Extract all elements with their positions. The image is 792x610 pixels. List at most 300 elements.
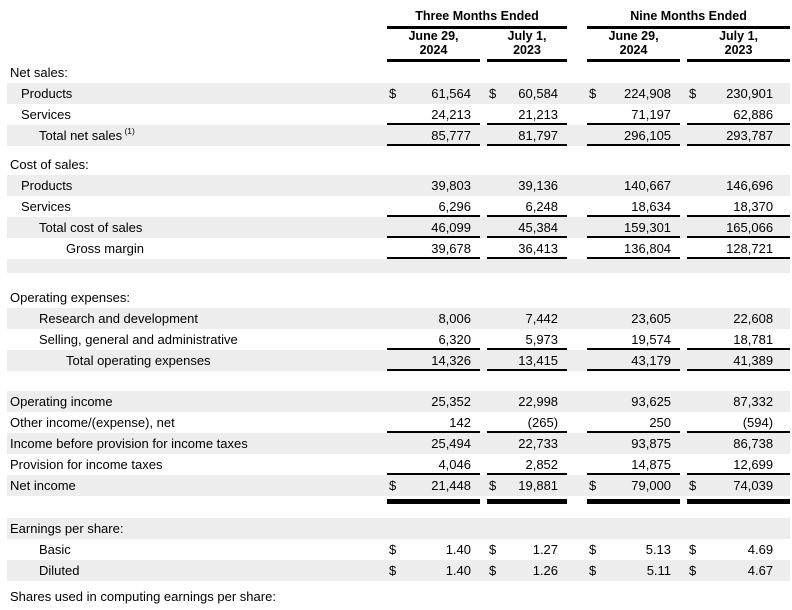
currency-symbol-cell: $ <box>589 86 597 101</box>
date-line: 2024 <box>419 43 448 57</box>
gap-cell <box>680 496 687 505</box>
value-cell: 18,370 <box>707 196 790 217</box>
value-cell: 4,046 <box>407 454 480 475</box>
gap-cell <box>680 217 687 238</box>
currency-symbol-cell <box>387 104 407 125</box>
table-body <box>0 62 790 610</box>
currency-symbol-cell <box>587 104 607 125</box>
table-row <box>0 217 790 238</box>
spacer-row <box>0 146 790 154</box>
row-label: Services <box>21 107 71 122</box>
currency-symbol-cell <box>687 104 707 125</box>
row-label: Research and development <box>39 311 198 326</box>
currency-symbol-cell <box>587 589 607 610</box>
currency-symbol-cell <box>687 454 707 475</box>
header-gap <box>680 29 687 62</box>
value-cell: 81,797 <box>507 125 567 146</box>
gap-cell <box>680 329 687 350</box>
header-label-spacer <box>0 8 387 29</box>
row-label: Diluted <box>39 563 80 578</box>
currency-symbol-cell <box>387 196 407 217</box>
currency-symbol-cell <box>387 350 407 371</box>
value-cell: 128,721 <box>707 238 790 259</box>
currency-symbol-cell <box>387 412 407 433</box>
gap-cell <box>567 433 587 454</box>
currency-symbol-cell <box>387 391 407 412</box>
double-rule-cell <box>587 496 680 505</box>
gap-cell <box>480 175 487 196</box>
currency-symbol-cell <box>487 412 507 433</box>
gap-cell <box>567 62 587 83</box>
table-row <box>0 560 790 581</box>
value-cell <box>607 154 680 175</box>
value-cell: 13,415 <box>507 350 567 371</box>
table-row <box>0 350 790 371</box>
gap-cell <box>480 287 487 308</box>
value-cell <box>607 518 680 539</box>
gap-cell <box>567 350 587 371</box>
row-label: Total operating expenses <box>66 353 211 368</box>
currency-symbol-cell <box>587 287 607 308</box>
gap-cell <box>480 433 487 454</box>
value-cell: 12,699 <box>707 454 790 475</box>
currency-symbol-cell <box>587 217 607 238</box>
currency-symbol-cell: $ <box>689 86 697 101</box>
currency-symbol-cell <box>487 196 507 217</box>
value-cell: 21,213 <box>507 104 567 125</box>
value-cell: 22,608 <box>733 311 774 326</box>
gap-cell <box>680 518 687 539</box>
currency-symbol-cell <box>487 125 507 146</box>
value-cell <box>507 589 567 610</box>
currency-symbol-cell <box>387 238 407 259</box>
row-label: Selling, general and administrative <box>39 332 238 347</box>
value-cell <box>407 589 480 610</box>
date-line: 2023 <box>513 43 541 57</box>
value-cell: 61,564 <box>431 86 471 101</box>
row-label: Operating income <box>10 394 113 409</box>
currency-symbol-cell <box>487 433 507 454</box>
value-cell: (265) <box>507 412 567 433</box>
gap-cell <box>680 454 687 475</box>
value-cell: 146,696 <box>726 178 774 193</box>
currency-symbol-cell <box>387 454 407 475</box>
value-cell <box>607 287 680 308</box>
gap-cell <box>680 589 687 610</box>
gap-cell <box>480 154 487 175</box>
value-cell <box>407 62 480 83</box>
currency-symbol-cell: $ <box>389 86 397 101</box>
date-line: 2024 <box>619 43 648 57</box>
row-label: Net income <box>10 478 76 493</box>
currency-symbol-cell <box>487 350 507 371</box>
gap-cell <box>680 62 687 83</box>
net-income-double-rule <box>587 499 680 504</box>
value-cell: 2,852 <box>507 454 567 475</box>
currency-symbol-cell <box>687 238 707 259</box>
value-cell: 250 <box>607 412 680 433</box>
value-cell: 93,625 <box>631 394 672 409</box>
value-cell: 230,901 <box>726 86 774 101</box>
value-cell: 25,352 <box>431 394 471 409</box>
column-header-date-2 <box>487 29 567 62</box>
three-months-ended-header: Three Months Ended <box>387 8 567 29</box>
value-cell: 1.40 <box>445 542 471 557</box>
spacer-row <box>0 505 790 518</box>
row-label: Services <box>21 199 71 214</box>
value-cell <box>407 154 480 175</box>
row-label: Net sales: <box>10 65 68 80</box>
value-cell: 23,605 <box>631 311 672 326</box>
currency-symbol-cell <box>587 154 607 175</box>
currency-symbol-cell <box>487 391 507 412</box>
value-cell: 22,998 <box>518 394 559 409</box>
gap-cell <box>567 589 587 610</box>
gap-cell <box>480 412 487 433</box>
row-label: Other income/(expense), net <box>10 415 175 430</box>
gap-cell <box>680 196 687 217</box>
value-cell <box>507 287 567 308</box>
currency-symbol-cell <box>387 433 407 454</box>
value-cell: 293,787 <box>707 125 790 146</box>
column-header-date-1 <box>387 29 480 62</box>
table-row <box>0 238 790 259</box>
table-row <box>0 125 790 146</box>
table-row <box>0 62 790 83</box>
spacer-cell <box>0 371 790 391</box>
currency-symbol-cell <box>487 287 507 308</box>
currency-symbol-cell <box>587 433 607 454</box>
value-cell <box>407 518 480 539</box>
currency-symbol-cell: $ <box>489 563 497 578</box>
net-income-double-rule <box>387 499 480 504</box>
date-column-row <box>0 29 790 62</box>
currency-symbol-cell <box>687 125 707 146</box>
gap-cell <box>680 175 687 196</box>
gap-cell <box>567 238 587 259</box>
row-label: Basic <box>39 542 71 557</box>
currency-symbol-cell <box>587 391 607 412</box>
currency-symbol-cell <box>587 454 607 475</box>
value-cell: 6,320 <box>407 329 480 350</box>
currency-symbol-cell <box>687 175 707 196</box>
currency-symbol-cell <box>387 154 407 175</box>
gap-cell <box>480 350 487 371</box>
gap-cell <box>480 125 487 146</box>
period-group-row <box>0 8 790 29</box>
currency-symbol-cell <box>587 175 607 196</box>
gap-cell <box>480 475 487 496</box>
value-cell: 19,881 <box>518 478 559 493</box>
header-gap <box>567 29 587 62</box>
value-cell: 6,296 <box>407 196 480 217</box>
value-cell <box>507 154 567 175</box>
gap-cell <box>680 391 687 412</box>
table-row <box>0 412 790 433</box>
currency-symbol-cell: $ <box>589 478 597 493</box>
gap-cell <box>680 154 687 175</box>
currency-symbol-cell <box>387 175 407 196</box>
gap-cell <box>680 238 687 259</box>
value-cell <box>707 62 790 83</box>
row-label: Total cost of sales <box>39 220 143 235</box>
currency-symbol-cell <box>487 518 507 539</box>
thickrule-row <box>0 496 790 505</box>
gap-cell <box>480 238 487 259</box>
value-cell: 18,781 <box>707 329 790 350</box>
row-label: Products <box>21 178 73 193</box>
value-cell <box>507 62 567 83</box>
row-label: Cost of sales: <box>10 157 89 172</box>
value-cell <box>707 518 790 539</box>
gap-cell <box>567 329 587 350</box>
gap-cell <box>567 518 587 539</box>
double-rule-cell <box>487 496 567 505</box>
row-label: Gross margin <box>66 241 145 256</box>
value-cell: 4.69 <box>747 542 774 557</box>
header-label-spacer <box>0 29 387 62</box>
currency-symbol-cell <box>387 518 407 539</box>
value-cell <box>707 287 790 308</box>
table-row <box>0 454 790 475</box>
gap-cell <box>480 589 487 610</box>
value-cell: 6,248 <box>507 196 567 217</box>
table-row <box>0 287 790 308</box>
table-row <box>0 104 790 125</box>
currency-symbol-cell <box>587 125 607 146</box>
value-cell: 7,442 <box>525 311 559 326</box>
net-income-double-rule <box>687 499 790 504</box>
nine-months-ended-header: Nine Months Ended <box>587 8 790 29</box>
currency-symbol-cell <box>687 154 707 175</box>
gap-cell <box>480 308 487 329</box>
value-cell: 5.11 <box>646 563 672 578</box>
date-line: June 29, <box>408 29 459 43</box>
gap-cell <box>567 412 587 433</box>
gap-cell <box>567 308 587 329</box>
spacer-row <box>0 581 790 589</box>
value-cell: 159,301 <box>607 217 680 238</box>
currency-symbol-cell: $ <box>489 86 497 101</box>
value-cell: 79,000 <box>631 478 672 493</box>
currency-symbol-cell <box>487 308 507 329</box>
currency-symbol-cell <box>387 62 407 83</box>
gap-cell <box>680 539 687 560</box>
table-row <box>0 589 790 610</box>
currency-symbol-cell <box>587 62 607 83</box>
gap-cell <box>680 412 687 433</box>
gap-cell <box>680 125 687 146</box>
table-row <box>0 391 790 412</box>
value-cell: 39,803 <box>431 178 471 193</box>
gap-cell <box>567 496 587 505</box>
value-cell: 62,886 <box>707 104 790 125</box>
spacer-cell <box>0 505 790 518</box>
row-label: Total net sales $^{(1)}$ <box>39 125 135 143</box>
currency-symbol-cell <box>687 518 707 539</box>
value-cell: 14,875 <box>607 454 680 475</box>
gap-cell <box>480 104 487 125</box>
value-cell: 296,105 <box>607 125 680 146</box>
table-row <box>0 83 790 104</box>
gap-cell <box>567 196 587 217</box>
value-cell: 24,213 <box>407 104 480 125</box>
value-cell: 71,197 <box>607 104 680 125</box>
gap-cell <box>567 83 587 104</box>
value-cell <box>707 589 790 610</box>
value-cell <box>607 62 680 83</box>
gap-cell <box>680 560 687 581</box>
table-row <box>0 196 790 217</box>
currency-symbol-cell <box>487 62 507 83</box>
spacer-row <box>0 259 790 273</box>
currency-symbol-cell <box>487 217 507 238</box>
double-rule-cell <box>387 496 480 505</box>
date-line: 2023 <box>724 43 753 57</box>
gap-cell <box>480 217 487 238</box>
gap-cell <box>680 287 687 308</box>
currency-symbol-cell <box>487 175 507 196</box>
gap-cell <box>480 83 487 104</box>
gap-cell <box>480 496 487 505</box>
column-header-date-3 <box>587 29 680 62</box>
currency-symbol-cell <box>487 104 507 125</box>
value-cell: 93,875 <box>631 436 672 451</box>
gap-cell <box>567 287 587 308</box>
gap-cell <box>680 83 687 104</box>
currency-symbol-cell <box>487 329 507 350</box>
currency-symbol-cell <box>687 329 707 350</box>
spacer-row <box>0 273 790 287</box>
header-gap <box>480 29 487 62</box>
row-label: Earnings per share: <box>10 521 124 536</box>
value-cell: 19,574 <box>607 329 680 350</box>
currency-symbol-cell: $ <box>689 478 697 493</box>
currency-symbol-cell <box>487 154 507 175</box>
currency-symbol-cell <box>687 391 707 412</box>
currency-symbol-cell <box>487 454 507 475</box>
value-cell: 46,099 <box>407 217 480 238</box>
table-row <box>0 175 790 196</box>
currency-symbol-cell: $ <box>489 542 497 557</box>
currency-symbol-cell <box>687 308 707 329</box>
table-row <box>0 475 790 496</box>
gap-cell <box>567 154 587 175</box>
currency-symbol-cell <box>587 412 607 433</box>
column-header-date-4 <box>687 29 790 62</box>
value-cell: 74,039 <box>733 478 774 493</box>
value-cell: 5.13 <box>645 542 672 557</box>
gap-cell <box>480 518 487 539</box>
currency-symbol-cell <box>387 589 407 610</box>
rule-label-spacer <box>0 496 387 505</box>
header-gap <box>567 8 587 29</box>
value-cell: 224,908 <box>624 86 672 101</box>
currency-symbol-cell <box>387 329 407 350</box>
value-cell: 18,634 <box>607 196 680 217</box>
currency-symbol-cell <box>687 412 707 433</box>
table-row <box>0 433 790 454</box>
value-cell: 85,777 <box>407 125 480 146</box>
value-cell: 45,384 <box>507 217 567 238</box>
gap-cell <box>567 454 587 475</box>
currency-symbol-cell <box>587 518 607 539</box>
spacer-cell <box>0 273 790 287</box>
gap-cell <box>680 308 687 329</box>
currency-symbol-cell: $ <box>689 542 697 557</box>
gap-cell <box>680 433 687 454</box>
currency-symbol-cell: $ <box>389 542 397 557</box>
value-cell: 136,804 <box>607 238 680 259</box>
gap-cell <box>567 539 587 560</box>
gap-cell <box>567 391 587 412</box>
spacer-row <box>0 371 790 391</box>
value-cell: 86,738 <box>733 436 774 451</box>
currency-symbol-cell <box>687 196 707 217</box>
value-cell: 1.27 <box>532 542 559 557</box>
value-cell: 41,389 <box>707 350 790 371</box>
currency-symbol-cell <box>687 287 707 308</box>
currency-symbol-cell <box>587 238 607 259</box>
net-income-double-rule <box>487 499 567 504</box>
table-row <box>0 329 790 350</box>
currency-symbol-cell <box>387 308 407 329</box>
value-cell: 14,326 <box>407 350 480 371</box>
double-rule-cell <box>687 496 790 505</box>
currency-symbol-cell <box>687 589 707 610</box>
value-cell: 8,006 <box>438 311 471 326</box>
gap-cell <box>567 175 587 196</box>
table-row <box>0 154 790 175</box>
row-label: Shares used in computing earnings per share: <box>10 589 276 604</box>
value-cell: (594) <box>707 412 790 433</box>
row-label: Products <box>21 86 73 101</box>
gap-cell <box>480 62 487 83</box>
currency-symbol-cell: $ <box>389 478 397 493</box>
value-cell: 60,584 <box>518 86 559 101</box>
gap-cell <box>567 104 587 125</box>
gap-cell <box>567 125 587 146</box>
value-cell: 165,066 <box>707 217 790 238</box>
currency-symbol-cell <box>587 196 607 217</box>
table-row <box>0 518 790 539</box>
value-cell: 142 <box>407 412 480 433</box>
footnote-marker: (1) <box>122 125 135 136</box>
gap-cell <box>567 475 587 496</box>
currency-symbol-cell: $ <box>689 563 697 578</box>
gap-cell <box>680 104 687 125</box>
gap-cell <box>480 391 487 412</box>
gap-cell <box>480 454 487 475</box>
gap-cell <box>680 475 687 496</box>
income-statement-table <box>0 8 790 610</box>
value-cell <box>507 518 567 539</box>
value-cell <box>707 154 790 175</box>
date-line: July 1, <box>719 29 758 43</box>
value-cell: 22,733 <box>518 436 559 451</box>
value-cell: 39,678 <box>407 238 480 259</box>
gap-cell <box>680 350 687 371</box>
gap-cell <box>480 539 487 560</box>
currency-symbol-cell <box>687 350 707 371</box>
date-line: June 29, <box>608 29 659 43</box>
currency-symbol-cell <box>687 433 707 454</box>
row-label: Operating expenses: <box>10 290 130 305</box>
value-cell: 36,413 <box>507 238 567 259</box>
gap-cell <box>567 560 587 581</box>
currency-symbol-cell <box>387 217 407 238</box>
value-cell: 25,494 <box>431 436 471 451</box>
